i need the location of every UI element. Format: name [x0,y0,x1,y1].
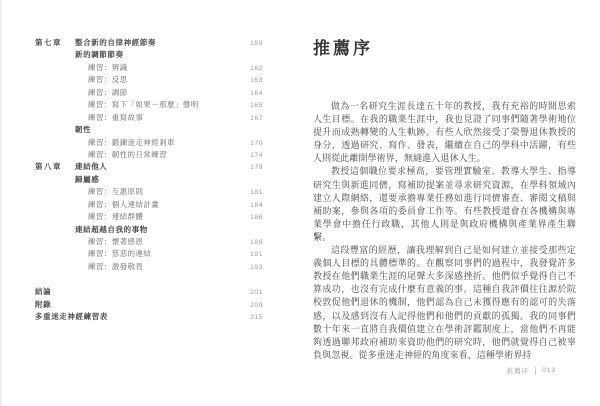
toc-row [35,199,263,211]
toc-entry-title: 練習：互惠原則 [88,187,144,197]
toc-page-number: 162 [250,64,263,72]
toc-row [35,99,263,111]
toc-entry-title: 附錄 [35,299,52,309]
toc-section-title: 新的調節節奏 [75,50,124,60]
toc-entry-title: 練習：反思 [88,75,128,85]
toc-entry-title: 多重迷走神經練習表 [35,312,108,322]
toc-page-number: 209 [250,301,263,309]
toc-entry-title: 練習：慈悲的連結 [88,249,152,259]
preface-paragraph: 這段豐富的經歷，讓我理解到自己是如何建立並接受那些定義個人目標的具體標準的。在觀察同事們的過程中，我發覺許多教授在他們職業生涯的尾聲大多深感挫折。他們似乎覺得自己不算成功，也沒有完成什麼有意義的事。這種自我評價往往源於院校敦促他們退休的機制，他們認為自己未獲得應有的認可的失落感，以及感到沒有人記得他們和他們的貢獻的孤獨。我的同事們數十年來一直將自我價值建立在學術評鑑制度上，當他們不再能夠透過聯邦政府補助來資助他們的研究時，他們就覺得自己被辜負與忽視。從多重迷走神經的角度來看，這種學術界持 [313,245,576,360]
footer-divider [535,367,536,375]
toc-page-number: 193 [250,263,263,271]
toc-entry-title: 練習：個人連結計畫 [88,199,160,209]
toc-row [35,286,263,298]
toc-page-number: 201 [250,289,263,297]
toc-row [35,149,263,161]
toc-row [35,124,263,136]
preface-paragraph: 教授這個職位要求極高，要管理實驗室、教導大學生、指導研究生與新進同儕，寫補助提案並尋求研究資源，在學科領域內建立人際網絡，還要承擔專業任務如進行同儕審查、審閱文稿與補助案，參與各項的委員會工作等。有些教授還會在各機構與專業學會中擔任行政職，其他人則是與政府機構與產業界產生聯繫。 [313,166,576,242]
footer-page-number: 013 [542,367,556,374]
toc-row [35,161,263,173]
toc-entry-title: 練習：激發敬畏 [88,261,144,271]
preface-body [313,100,576,362]
toc-page-number: 165 [250,102,263,110]
toc-row [35,236,263,248]
toc-row [35,74,263,86]
toc-page-number: 174 [250,151,263,159]
preface-page [313,34,576,362]
toc-entry-title: 練習：重寫故事 [88,112,144,122]
toc-row [35,261,263,273]
toc-entry-title: 整合新的自律神經節奏 [75,38,156,47]
toc-row [35,211,263,223]
toc-page-number: 179 [250,164,263,172]
toc-entry-title: 練習：韌性的日常練習 [88,149,167,159]
toc-row [35,186,263,198]
toc-entry-title: 練習：寫下「如果－那麼」聲明 [88,100,199,110]
toc-section-title: 連結超越自我的事物 [75,224,148,234]
toc-page-number: 215 [250,314,263,322]
toc-row [35,299,263,311]
toc-entry-title: 結論 [35,287,52,297]
toc-page-number: 189 [250,239,263,246]
toc-page-number: 164 [250,89,263,97]
toc-page-number: 186 [250,214,263,222]
toc-chapter-label: 第八章 [35,162,62,172]
toc-row [35,49,263,61]
toc-entry-title: 練習：調節 [88,87,128,97]
preface-paragraph: 做為一名研究生涯長達五十年的教授，我有充裕的時間思索人生目標。在我的職業生涯中，我也見證了同事們隨著學術地位提升而成熟轉變的人生軌跡。有些人欣然接受了榮譽退休教授的身分，透過研究、寫作、發表，繼續在自己的學科中活躍，有些人則從此離開學術界，無縫進入退休人生。 [313,101,576,164]
toc-section-title: 韌性 [75,125,92,135]
footer-section-label: 推薦序 [506,368,530,375]
toc-page-number: 191 [250,251,263,259]
toc-entry-title: 連結他人 [75,162,108,172]
toc-page-number: 184 [250,201,263,209]
toc-row [35,137,263,149]
toc-page [35,37,263,324]
toc-row [35,112,263,124]
toc-entry-title: 練習：鍛鍊迷走神經剎車 [88,137,175,147]
toc-row [35,174,263,186]
preface-title: 推薦序 [313,39,373,58]
toc-entry-title: 練習：懷著感恩 [88,237,144,246]
toc-page-number: 167 [250,114,263,122]
toc-page-number: 181 [250,189,263,197]
toc-page-number: 170 [250,139,263,147]
toc-entry-title: 練習：辨識 [88,62,128,72]
toc-row [35,224,263,236]
toc-row [35,62,263,74]
page-footer [507,366,556,375]
toc-row [35,248,263,260]
toc-backmatter [35,286,263,323]
toc-section-title: 歸屬感 [75,174,100,184]
toc-entry-title: 練習：連結群體 [88,212,144,222]
toc-chapter-label: 第七章 [35,38,62,47]
toc-row [35,37,263,49]
scan-edge-shadow [0,0,3,406]
toc-row [35,311,263,323]
toc-page-number: 159 [250,40,263,47]
toc-row [35,87,263,99]
toc-page-number: 163 [250,77,263,85]
